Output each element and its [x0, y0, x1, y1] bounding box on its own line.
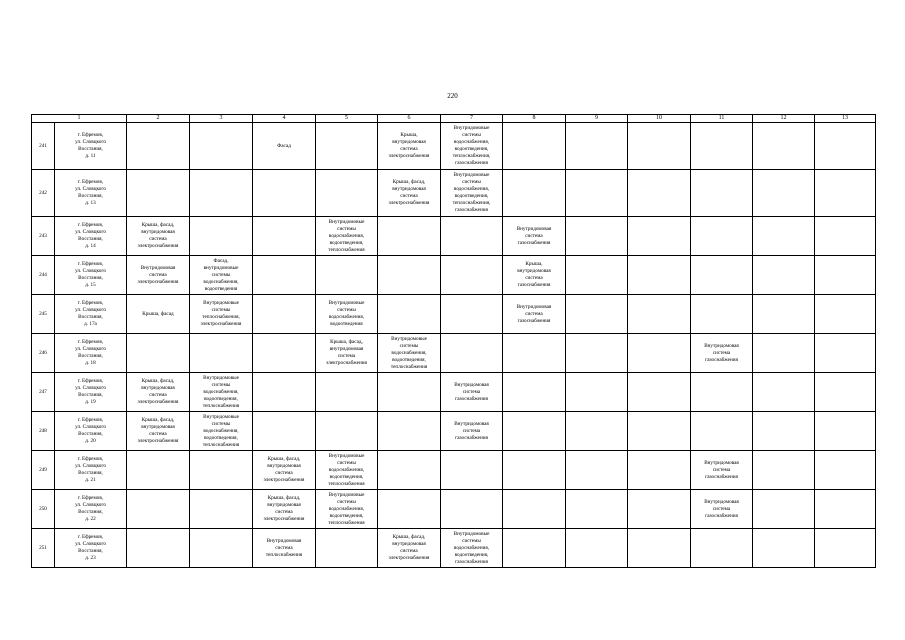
table-cell [441, 412, 503, 451]
table-cell [753, 490, 815, 529]
table-cell [253, 529, 316, 568]
column-header: 2 [127, 115, 190, 123]
table-cell [566, 490, 628, 529]
address-cell [55, 170, 127, 217]
cell-text: Внутридомовая система газоснабжения [704, 342, 739, 363]
table-cell [316, 529, 378, 568]
row-number: 248 [32, 412, 55, 451]
table-cell [190, 529, 253, 568]
cell-text: Внутридомовые системы водоснабжения, водоотведения, теплоснабжения [202, 413, 240, 448]
cell-text: г. Ефремов, ул. Словцкого Восстания, д. 11 [75, 132, 106, 159]
cell-text: Внутридомовая система газоснабжения [704, 498, 739, 519]
cell-text: Внутридомовые системы водоснабжения, водоотведения, теплоснабжения [328, 491, 365, 526]
table-cell [441, 256, 503, 295]
cell-text: Крыша, фасад, внутридомовая система электроснабжения [263, 456, 305, 483]
table-row [32, 123, 876, 170]
address-cell [55, 529, 127, 568]
cell-text: Крыша, фасад, внутридомовая система электроснабжения [326, 339, 367, 366]
table-cell [190, 123, 253, 170]
table-cell [628, 217, 691, 256]
table-cell [815, 170, 876, 217]
row-number: 249 [32, 451, 55, 490]
table-cell [253, 334, 316, 373]
address-cell [55, 334, 127, 373]
cell-text: Внутридомовые системы теплоснабжения, электроснабжения [200, 300, 242, 327]
column-header: 6 [378, 115, 441, 123]
cell-text: г. Ефремов, ул. Словцкого Восстания, д. 17а [75, 300, 106, 327]
cell-text: г. Ефремов, ул. Словцкого Восстания, д. 15 [75, 261, 106, 288]
table-cell [566, 412, 628, 451]
table-cell [815, 451, 876, 490]
table-cell [628, 295, 691, 334]
table-cell [691, 490, 753, 529]
table-cell [691, 295, 753, 334]
table-cell [190, 295, 253, 334]
cell-text: г. Ефремов, ул. Словцкого Восстания, д. 18 [75, 339, 106, 366]
table-cell [253, 123, 316, 170]
column-header: 3 [190, 115, 253, 123]
column-header: 4 [253, 115, 316, 123]
table-cell [503, 334, 566, 373]
row-number: 245 [32, 295, 55, 334]
table-cell [441, 170, 503, 217]
cell-text: Внутридомовые системы водоснабжения, водоотведения, теплоснабжения [328, 218, 365, 253]
table-cell [503, 373, 566, 412]
cell-text: Крыша, фасад, внутридомовая система электроснабжения [388, 534, 430, 561]
table-cell [503, 256, 566, 295]
table-cell [566, 295, 628, 334]
table-row [32, 412, 876, 451]
table-cell [127, 256, 190, 295]
table-cell [316, 451, 378, 490]
cell-text: г. Ефремов, ул. Словцкого Восстания, д. 14 [75, 222, 106, 249]
table-cell [566, 123, 628, 170]
column-header: 9 [566, 115, 628, 123]
table-cell [566, 451, 628, 490]
table-cell [253, 170, 316, 217]
table-cell [316, 373, 378, 412]
cell-text: Внутридомовая система электроснабжения [137, 264, 179, 285]
column-header: 1 [32, 115, 127, 123]
table-cell [753, 334, 815, 373]
table-cell [691, 412, 753, 451]
table-cell [566, 256, 628, 295]
cell-text: Крыша, фасад [142, 310, 174, 317]
cell-text: г. Ефремов, ул. Словцкого Восстания, д. 22 [75, 495, 106, 522]
cell-text: Внутридомовые системы водоснабжения, водоотведения, теплоснабжения [202, 374, 240, 409]
table-row [32, 256, 876, 295]
table-row [32, 217, 876, 256]
row-number: 250 [32, 490, 55, 529]
table-cell [378, 451, 441, 490]
table-cell [628, 123, 691, 170]
table-cell [316, 334, 378, 373]
table-cell [753, 256, 815, 295]
table-cell [566, 529, 628, 568]
cell-text: г. Ефремов, ул. Словцкого Восстания, д. 21 [75, 456, 106, 483]
address-cell [55, 295, 127, 334]
cell-text: г. Ефремов, ул. Словцкого Восстания, д. 23 [75, 534, 106, 561]
table-cell [815, 529, 876, 568]
table-row [32, 334, 876, 373]
table-cell [815, 217, 876, 256]
table-cell [441, 451, 503, 490]
table-cell [441, 217, 503, 256]
table-cell [753, 295, 815, 334]
cell-text: Внутридомовые системы водоснабжения, водоотведения [328, 300, 365, 327]
column-header: 11 [691, 115, 753, 123]
table-cell [815, 490, 876, 529]
table-cell [503, 217, 566, 256]
cell-text: Внутридомовая система теплоснабжения [265, 537, 303, 558]
table-cell [503, 123, 566, 170]
table-cell [253, 373, 316, 412]
address-cell [55, 373, 127, 412]
table-cell [441, 490, 503, 529]
table-cell [503, 412, 566, 451]
table-cell [190, 217, 253, 256]
table-cell [253, 256, 316, 295]
cell-text: Крыша, фасад, внутридомовая система электроснабжения [137, 378, 179, 405]
table-cell [503, 451, 566, 490]
table-cell [566, 170, 628, 217]
table-cell [378, 170, 441, 217]
table-cell [628, 529, 691, 568]
table-cell [503, 490, 566, 529]
table-cell [127, 295, 190, 334]
row-number: 243 [32, 217, 55, 256]
cell-text: Внутридомовая система газоснабжения [516, 303, 552, 324]
table-cell [503, 170, 566, 217]
table-cell [190, 451, 253, 490]
row-number: 246 [32, 334, 55, 373]
cell-text: Внутридомовые системы водоснабжения, водоотведения, газоснабжения [453, 530, 490, 565]
cell-text: Фасад, внутридомовые системы водоснабжения, водоотведения [203, 257, 239, 292]
table-cell [691, 529, 753, 568]
table-cell [378, 373, 441, 412]
cell-text: Внутридомовые системы водоснабжения, водоотведения, теплоснабжения [390, 335, 428, 370]
table-cell [815, 295, 876, 334]
table-cell [628, 256, 691, 295]
table-cell [190, 170, 253, 217]
table-cell [628, 451, 691, 490]
table-cell [253, 295, 316, 334]
address-cell [55, 256, 127, 295]
table-cell [378, 123, 441, 170]
table-cell [753, 412, 815, 451]
table-cell [691, 217, 753, 256]
table-cell [127, 373, 190, 412]
table-cell [378, 529, 441, 568]
table-cell [815, 334, 876, 373]
table-cell [316, 170, 378, 217]
table-cell [628, 490, 691, 529]
table-cell [566, 217, 628, 256]
table-cell [127, 217, 190, 256]
column-header: 10 [628, 115, 691, 123]
cell-text: Внутридомовая система газоснабжения [454, 381, 489, 402]
table-row [32, 373, 876, 412]
cell-text: Фасад [277, 142, 291, 149]
table-cell [127, 412, 190, 451]
table-cell [190, 334, 253, 373]
table-cell [628, 170, 691, 217]
table-cell [815, 412, 876, 451]
table-cell [378, 217, 441, 256]
table-cell [628, 412, 691, 451]
table-cell [127, 123, 190, 170]
table-cell [190, 256, 253, 295]
table-row [32, 295, 876, 334]
table-cell [691, 170, 753, 217]
table-cell [127, 529, 190, 568]
table-cell [815, 256, 876, 295]
cell-text: Внутридомовые системы водоснабжения, водоотведения, теплоснабжения [328, 452, 365, 487]
table-cell [503, 295, 566, 334]
table-cell [441, 334, 503, 373]
table-cell [691, 373, 753, 412]
table-row [32, 529, 876, 568]
table-cell [316, 123, 378, 170]
table-cell [691, 256, 753, 295]
table-cell [316, 490, 378, 529]
cell-text: г. Ефремов, ул. Словцкого Восстания, д. 13 [75, 179, 106, 206]
column-header: 7 [441, 115, 503, 123]
column-header: 8 [503, 115, 566, 123]
table-cell [691, 451, 753, 490]
table-cell [378, 334, 441, 373]
table-cell [127, 170, 190, 217]
table-cell [753, 217, 815, 256]
cell-text: Внутридомовая система газоснабжения [704, 459, 739, 480]
table-cell [441, 123, 503, 170]
table-cell [253, 490, 316, 529]
address-cell [55, 490, 127, 529]
row-number: 242 [32, 170, 55, 217]
table-cell [753, 373, 815, 412]
cell-text: Внутридомовые системы водоснабжения, водоотведения, теплоснабжения, газоснабжения [452, 125, 491, 166]
table-cell [190, 490, 253, 529]
table-cell [316, 295, 378, 334]
address-cell [55, 123, 127, 170]
table-cell [628, 373, 691, 412]
table-cell [127, 451, 190, 490]
cell-text: Внутридомовая система газоснабжения [516, 225, 552, 246]
cell-text: Внутридомовые системы водоснабжения, водоотведения, теплоснабжения, газоснабжения [452, 172, 491, 213]
table-cell [753, 170, 815, 217]
table-cell [378, 412, 441, 451]
address-cell [55, 451, 127, 490]
table-cell [753, 451, 815, 490]
cell-text: Крыша, внутридомовая система газоснабжения [517, 261, 551, 288]
row-number: 247 [32, 373, 55, 412]
column-header: 13 [815, 115, 876, 123]
table-cell [441, 529, 503, 568]
table-cell [566, 373, 628, 412]
table-cell [127, 334, 190, 373]
page-number: 220 [447, 92, 458, 100]
address-cell [55, 412, 127, 451]
column-header: 12 [753, 115, 815, 123]
table-cell [127, 490, 190, 529]
table-cell [628, 334, 691, 373]
table-cell [753, 529, 815, 568]
cell-text: Крыша, внутридомовая система электроснабжения [388, 132, 430, 159]
table-cell [815, 373, 876, 412]
table-cell [253, 451, 316, 490]
cell-text: г. Ефремов, ул. Словцкого Восстания, д. 20 [75, 417, 106, 444]
cell-text: Крыша, фасад, внутридомовая система электроснабжения [388, 179, 430, 206]
table-cell [253, 217, 316, 256]
table-cell [378, 256, 441, 295]
table-cell [190, 412, 253, 451]
address-cell [55, 217, 127, 256]
cell-text: Крыша, фасад, внутридомовая система электроснабжения [137, 417, 179, 444]
cell-text: Внутридомовая система газоснабжения [454, 420, 489, 441]
table-cell [753, 123, 815, 170]
cell-text: г. Ефремов, ул. Словцкого Восстания, д. 19 [75, 378, 106, 405]
cell-text: Крыша, фасад, внутридомовая система электроснабжения [137, 222, 179, 249]
table-cell [378, 490, 441, 529]
table-cell [691, 334, 753, 373]
row-number: 251 [32, 529, 55, 568]
table-cell [253, 412, 316, 451]
table-row [32, 490, 876, 529]
table-cell [316, 256, 378, 295]
table-cell [691, 123, 753, 170]
table-cell [566, 334, 628, 373]
cell-text: Крыша, фасад, внутридомовая система электроснабжения [263, 495, 305, 522]
table-row [32, 170, 876, 217]
table-cell [815, 123, 876, 170]
table-row [32, 451, 876, 490]
data-table [31, 114, 876, 568]
header-row [32, 115, 876, 123]
row-number: 244 [32, 256, 55, 295]
table-cell [503, 529, 566, 568]
column-header: 5 [316, 115, 378, 123]
row-number: 241 [32, 123, 55, 170]
table-cell [190, 373, 253, 412]
table-cell [316, 217, 378, 256]
table-cell [441, 295, 503, 334]
table-cell [378, 295, 441, 334]
table-cell [441, 373, 503, 412]
table-cell [316, 412, 378, 451]
